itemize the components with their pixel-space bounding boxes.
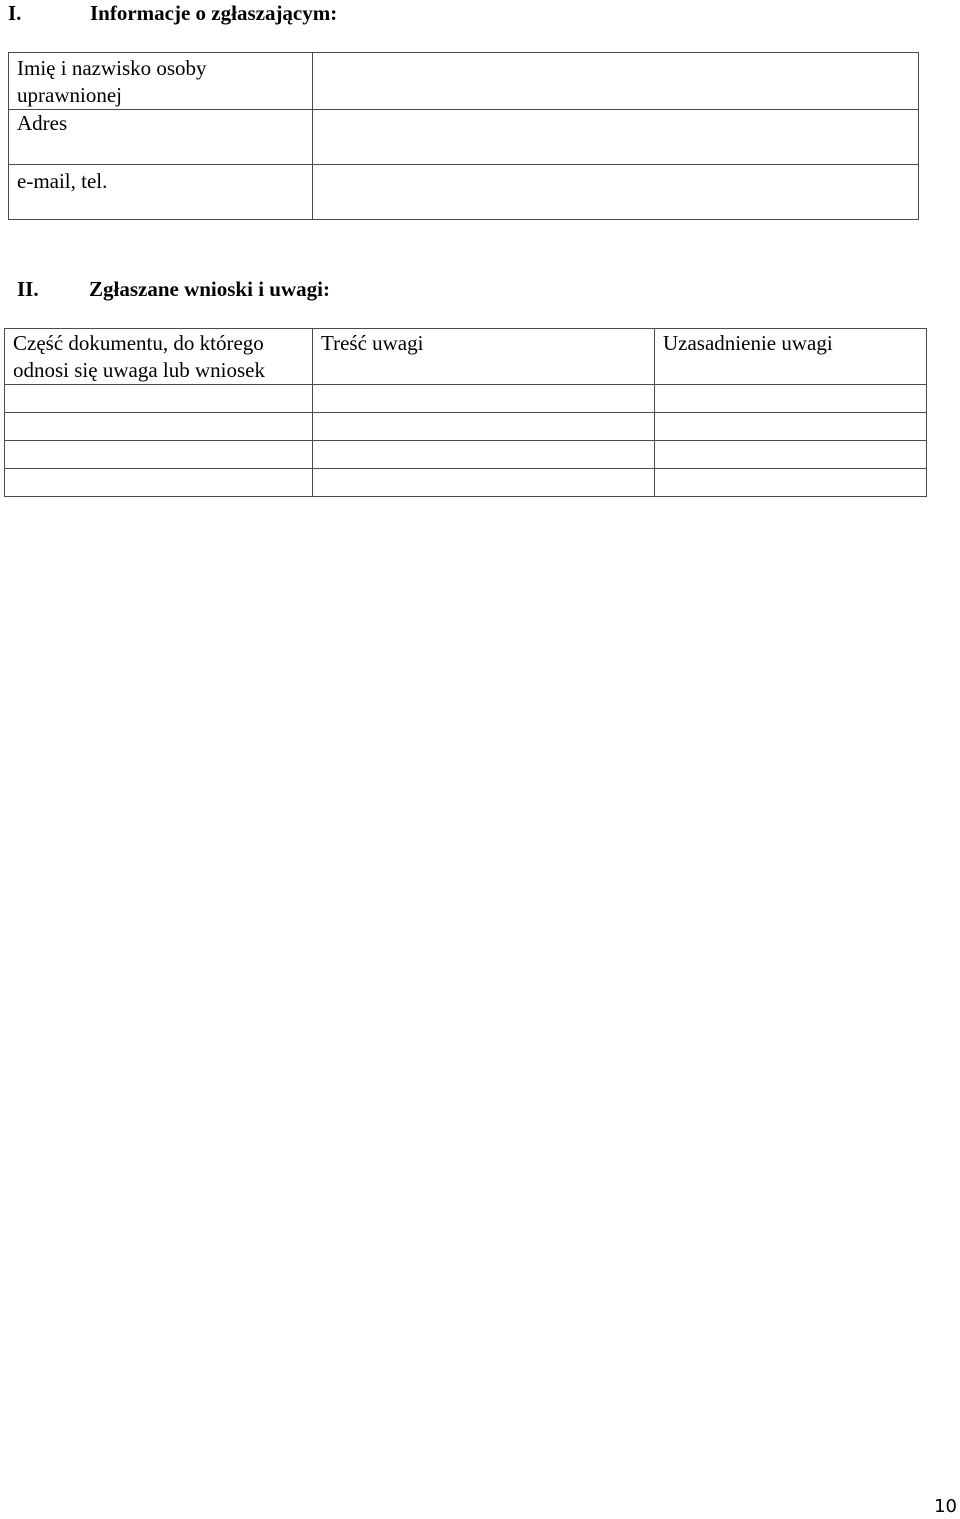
field-value-name[interactable] xyxy=(313,53,919,110)
field-label-contact: e-mail, tel. xyxy=(9,165,313,220)
field-label-name: Imię i nazwisko osoby uprawnionej xyxy=(9,53,313,110)
table-cell[interactable] xyxy=(655,441,927,469)
table-cell[interactable] xyxy=(313,413,655,441)
table-cell[interactable] xyxy=(313,385,655,413)
section-2-number: II. xyxy=(17,277,39,301)
table-cell[interactable] xyxy=(5,441,313,469)
field-value-contact[interactable] xyxy=(313,165,919,220)
section-2-heading xyxy=(17,277,330,301)
column-header-justification: Uzasadnienie uwagi xyxy=(655,329,927,385)
field-value-address[interactable] xyxy=(313,110,919,165)
column-header-document-part: Część dokumentu, do którego odnosi się uwaga lub wniosek xyxy=(5,329,313,385)
column-header-remark-content: Treść uwagi xyxy=(313,329,655,385)
table-row xyxy=(5,469,927,497)
table-cell[interactable] xyxy=(5,385,313,413)
table-row xyxy=(9,165,919,220)
table-row xyxy=(9,110,919,165)
table-cell[interactable] xyxy=(313,469,655,497)
page-number: 10 xyxy=(934,1496,957,1517)
table-row xyxy=(5,441,927,469)
section-1-title: Informacje o zgłaszającym: xyxy=(90,1,338,25)
table-cell[interactable] xyxy=(655,469,927,497)
applicant-info-table xyxy=(8,52,919,220)
table-row xyxy=(5,413,927,441)
section-1-number: I. xyxy=(8,1,22,25)
section-2-title: Zgłaszane wnioski i uwagi: xyxy=(89,277,330,301)
section-1-heading xyxy=(8,1,338,25)
field-label-address: Adres xyxy=(9,110,313,165)
table-cell[interactable] xyxy=(655,413,927,441)
table-cell[interactable] xyxy=(655,385,927,413)
table-row xyxy=(9,53,919,110)
table-cell[interactable] xyxy=(5,469,313,497)
table-header-row xyxy=(5,329,927,385)
table-cell[interactable] xyxy=(313,441,655,469)
table-row xyxy=(5,385,927,413)
remarks-table xyxy=(4,328,927,497)
table-cell[interactable] xyxy=(5,413,313,441)
